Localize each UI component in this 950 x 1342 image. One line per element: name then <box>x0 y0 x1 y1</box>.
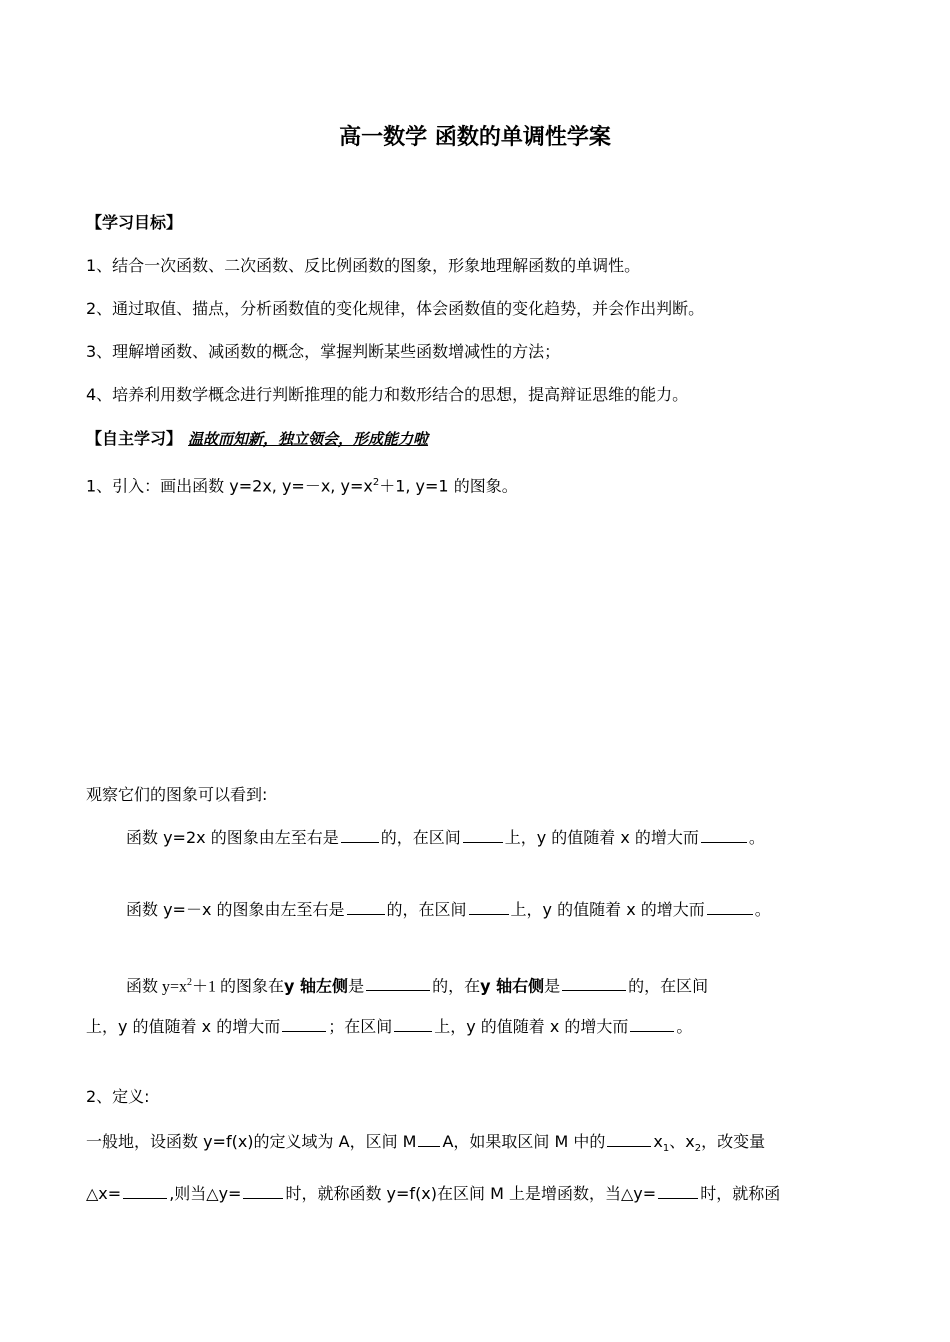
fill-blank[interactable] <box>562 974 626 991</box>
def1-text-b: A，如果取区间 M 中的 <box>442 1132 606 1151</box>
fill-blank[interactable] <box>701 826 747 843</box>
def1-sub-2: 2 <box>694 1143 702 1155</box>
observe-function-3-cont <box>86 1015 692 1038</box>
intro-line <box>86 472 518 497</box>
observe-function-3 <box>126 972 708 998</box>
self-study-heading: 【自主学习】 <box>86 429 183 448</box>
fill-blank[interactable] <box>418 1130 440 1147</box>
observe-lead: 观察它们的图象可以看到: <box>86 785 268 804</box>
f3-text-b: ＋1 的图象在 <box>192 978 285 996</box>
self-study-row <box>86 428 428 450</box>
def2-text-a: △x= <box>86 1184 122 1203</box>
f1-text-d: 。 <box>748 828 765 847</box>
definition-heading: 2、定义: <box>86 1087 150 1106</box>
observe-function-1 <box>126 826 765 849</box>
f1-text-c: 上，y 的值随着 x 的增大而 <box>504 828 699 847</box>
def2-text-c: 时，就称函数 y=f(x)在区间 M 上是增函数，当△y= <box>285 1184 657 1203</box>
goal-item-2: 2、通过取值、描点，分析函数值的变化规律，体会函数值的变化趋势，并会作出判断。 <box>86 299 705 318</box>
f3-text-d: 是 <box>348 976 365 996</box>
def1-text-d: 、x <box>669 1132 695 1151</box>
f3-text-g: 是 <box>544 976 561 996</box>
def2-text-b: ,则当△y= <box>169 1184 242 1203</box>
f2-text-b: 的，在区间 <box>386 900 467 919</box>
f1-text-b: 的，在区间 <box>380 828 461 847</box>
intro-exponent: 2 <box>372 477 380 488</box>
f3-exponent: 2 <box>187 977 193 988</box>
fill-blank[interactable] <box>469 898 509 915</box>
def1-text-e: ，改变量 <box>701 1132 766 1151</box>
fill-blank[interactable] <box>123 1182 167 1199</box>
def1-text-c: x <box>653 1132 663 1151</box>
goal-item-1: 1、结合一次函数、二次函数、反比例函数的图象，形象地理解函数的单调性。 <box>86 256 641 275</box>
f3-text-h: 的，在区间 <box>628 976 709 996</box>
goal-item-3: 3、理解增函数、减函数的概念，掌握判断某些函数增减性的方法； <box>86 342 561 361</box>
f3b-text-a: 上，y 的值随着 x 的增大而 <box>86 1017 281 1036</box>
intro-text-b: ＋1, y=1 的图象。 <box>379 476 518 496</box>
definition-line-2 <box>86 1182 780 1205</box>
fill-blank[interactable] <box>607 1130 651 1147</box>
goals-heading: 【学习目标】 <box>86 213 183 232</box>
fill-blank[interactable] <box>347 898 385 915</box>
page-title: 高一数学 函数的单调性学案 <box>339 125 611 150</box>
fill-blank[interactable] <box>243 1182 283 1199</box>
f2-text-c: 上，y 的值随着 x 的增大而 <box>510 900 705 919</box>
fill-blank[interactable] <box>366 974 430 991</box>
f2-text-d: 。 <box>754 900 771 919</box>
fill-blank[interactable] <box>707 898 753 915</box>
f1-text-a: 函数 y=2x 的图象由左至右是 <box>126 828 339 847</box>
f3b-text-c: 上，y 的值随着 x 的增大而 <box>434 1017 629 1036</box>
f3-text-e: 的，在 <box>432 976 481 996</box>
f2-text-a: 函数 y=－x 的图象由左至右是 <box>126 900 345 919</box>
fill-blank[interactable] <box>341 826 379 843</box>
fill-blank[interactable] <box>630 1015 674 1032</box>
self-study-motto: 温故而知新，独立领会，形成能力啦 <box>188 430 429 448</box>
fill-blank[interactable] <box>394 1015 432 1032</box>
def2-text-d: 时，就称函 <box>700 1184 781 1203</box>
f3b-text-b: ；在区间 <box>328 1017 393 1036</box>
def1-sub-1: 1 <box>662 1143 670 1155</box>
f3-text-a: 函数 y=x <box>126 978 188 996</box>
intro-text-a: 1、引入：画出函数 y=2x, y=－x, y=x <box>86 476 373 496</box>
fill-blank[interactable] <box>282 1015 326 1032</box>
observe-function-2 <box>126 898 771 921</box>
f3b-text-d: 。 <box>676 1017 693 1036</box>
fill-blank[interactable] <box>658 1182 698 1199</box>
definition-line-1 <box>86 1130 765 1160</box>
goal-item-4: 4、培养利用数学概念进行判断推理的能力和数形结合的思想，提高辩证思维的能力。 <box>86 385 689 404</box>
f3-left-side: y 轴左侧 <box>284 976 349 996</box>
f3-right-side: y 轴右侧 <box>480 976 545 996</box>
def1-text-a: 一般地，设函数 y=f(x)的定义域为 A，区间 M <box>86 1132 417 1151</box>
fill-blank[interactable] <box>463 826 503 843</box>
